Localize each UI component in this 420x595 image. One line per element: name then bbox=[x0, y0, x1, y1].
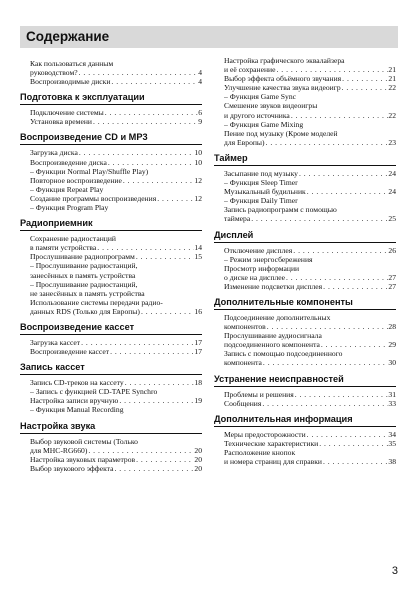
toc-entry-text: Воспроизведение диска bbox=[30, 157, 107, 167]
toc-entry-line: – Функция Daily Timer bbox=[224, 196, 298, 206]
toc-entries bbox=[214, 246, 396, 291]
toc-entry-line bbox=[224, 399, 396, 408]
toc-entries bbox=[20, 378, 202, 414]
toc-entry[interactable] bbox=[30, 387, 202, 396]
toc-entry-line: Запись радиопрограмм с помощью bbox=[224, 205, 337, 215]
dot-leader bbox=[322, 457, 388, 466]
toc-page-number: 22 bbox=[388, 83, 396, 93]
dot-leader bbox=[124, 378, 195, 387]
section-heading: Подготовка к эксплуатации bbox=[20, 92, 202, 105]
toc-page-number: 17 bbox=[194, 347, 202, 357]
toc-entry-line bbox=[30, 464, 202, 473]
toc-entry-line bbox=[224, 187, 396, 196]
section-heading: Радиоприемник bbox=[20, 218, 202, 231]
toc-entry[interactable] bbox=[224, 399, 396, 408]
toc-entry-text: подсоединенного компонента bbox=[224, 340, 320, 350]
toc-entry-text: Загрузка кассет bbox=[30, 337, 81, 347]
page-number: 3 bbox=[391, 565, 398, 577]
toc-page-number: 20 bbox=[194, 463, 202, 473]
toc-page-number: 23 bbox=[388, 137, 396, 147]
toc-page-number: 27 bbox=[388, 281, 396, 291]
dot-leader bbox=[78, 148, 195, 157]
toc-entry-line: Смешение звуков видеоигры bbox=[224, 101, 318, 111]
dot-leader bbox=[265, 138, 389, 147]
toc-entry-line bbox=[30, 108, 202, 117]
toc-entry[interactable] bbox=[30, 252, 202, 261]
toc-page-number: 31 bbox=[388, 389, 396, 399]
toc-entry-text: Музыкальный будильник bbox=[224, 187, 306, 197]
dot-leader bbox=[80, 338, 194, 347]
toc-entry[interactable] bbox=[30, 464, 202, 473]
toc-entry-line bbox=[224, 430, 396, 439]
toc-column-left bbox=[20, 56, 202, 479]
toc-entry-line: Запись с помощью подсоединенного bbox=[224, 349, 343, 359]
toc-entry[interactable] bbox=[224, 264, 396, 282]
dot-leader bbox=[107, 158, 195, 167]
toc-entry-text: Выбор эффекта объёмного звучания bbox=[224, 74, 342, 84]
dot-leader bbox=[156, 194, 194, 203]
toc-page-number: 35 bbox=[388, 438, 396, 448]
toc-entry[interactable] bbox=[30, 378, 202, 387]
toc-entry-line: Подсоединение дополнительных bbox=[224, 312, 331, 322]
toc-entry[interactable] bbox=[30, 59, 202, 77]
toc-section bbox=[214, 297, 396, 368]
dot-leader bbox=[262, 358, 389, 367]
toc-entry-line bbox=[224, 246, 396, 255]
toc-entries bbox=[20, 148, 202, 212]
toc-entry-line bbox=[30, 396, 202, 405]
toc-page-number: 24 bbox=[388, 168, 396, 178]
toc-entry-line: не занесённых в память устройства bbox=[30, 288, 145, 298]
dot-leader bbox=[109, 347, 194, 356]
toc-entry-text: Запись CD-треков на кассету bbox=[30, 378, 124, 388]
toc-entry-line bbox=[30, 148, 202, 157]
toc-entry[interactable] bbox=[30, 347, 202, 356]
toc-entry[interactable] bbox=[224, 92, 396, 101]
toc-entry-text: руководством? bbox=[30, 68, 78, 78]
toc-page-number: 10 bbox=[194, 157, 202, 167]
section-heading: Дополнительные компоненты bbox=[214, 297, 396, 310]
toc-section bbox=[214, 374, 396, 408]
dot-leader bbox=[320, 340, 389, 349]
toc-entry[interactable] bbox=[224, 448, 396, 466]
dot-leader bbox=[290, 111, 389, 120]
dot-leader bbox=[250, 214, 388, 223]
dot-leader bbox=[306, 187, 389, 196]
toc-entry-text: Сообщения bbox=[224, 398, 262, 408]
toc-entry-text: Отключение дисплея bbox=[224, 245, 293, 255]
toc-entry-text: Загрузка диска bbox=[30, 148, 78, 158]
dot-leader bbox=[294, 390, 389, 399]
toc-entry-text: Выбор звукового эффекта bbox=[30, 463, 114, 473]
toc-entry[interactable] bbox=[224, 246, 396, 255]
toc-entry-line: Настройка графического эквалайзера bbox=[224, 56, 345, 65]
toc-entry[interactable] bbox=[30, 77, 202, 86]
toc-section bbox=[214, 414, 396, 466]
dot-leader bbox=[96, 243, 194, 252]
page-title: Содержание bbox=[20, 26, 398, 48]
toc-page-number: 14 bbox=[194, 243, 202, 253]
toc-section bbox=[214, 56, 396, 147]
toc-entry-line bbox=[224, 273, 396, 282]
toc-entry[interactable] bbox=[30, 338, 202, 347]
toc-entry-text: Настройка звуковых параметров bbox=[30, 454, 136, 464]
toc-page-number: 20 bbox=[194, 445, 202, 455]
toc-entry[interactable] bbox=[30, 405, 202, 414]
toc-entry-line bbox=[224, 65, 396, 74]
toc-page-number: 26 bbox=[388, 245, 396, 255]
toc-entry-line bbox=[224, 111, 396, 120]
section-heading: Дисплей bbox=[214, 230, 396, 243]
toc-page-number: 16 bbox=[194, 306, 202, 316]
dot-leader bbox=[292, 246, 388, 255]
toc-entry-line: Прослушивание аудиосигнала bbox=[224, 331, 322, 341]
toc-page-number: 19 bbox=[194, 396, 202, 406]
toc-entry[interactable] bbox=[224, 390, 396, 399]
toc-section bbox=[20, 362, 202, 414]
toc-page-number: 28 bbox=[388, 322, 396, 332]
toc-entry[interactable] bbox=[224, 129, 396, 147]
toc-section bbox=[20, 322, 202, 356]
toc-entry-text: для MHC-RG660) bbox=[30, 445, 88, 455]
toc-page-number: 22 bbox=[388, 110, 396, 120]
dot-leader bbox=[275, 65, 388, 74]
toc-entry[interactable] bbox=[224, 169, 396, 178]
toc-entries bbox=[20, 59, 202, 86]
toc-page-number: 15 bbox=[194, 252, 202, 262]
toc-entry[interactable] bbox=[30, 437, 202, 455]
toc-entry-line bbox=[30, 307, 202, 316]
toc-entries bbox=[214, 430, 396, 466]
toc-entry-line: – Функция Program Play bbox=[30, 203, 109, 213]
toc-entries bbox=[214, 390, 396, 408]
toc-section bbox=[214, 153, 396, 224]
toc-entries bbox=[214, 313, 396, 368]
toc-entries bbox=[20, 437, 202, 473]
toc-entry[interactable] bbox=[224, 349, 396, 367]
toc-entry[interactable] bbox=[30, 298, 202, 316]
toc-entry-line: занесённых в память устройства bbox=[30, 270, 136, 280]
toc-entry-line: Пение под музыку (Кроме моделей bbox=[224, 128, 338, 138]
toc-entries bbox=[214, 169, 396, 224]
toc-entry-line: – Функции Normal Play/Shuffle Play) bbox=[30, 166, 149, 176]
toc-section bbox=[20, 218, 202, 316]
toc-entry-text: Изменение подсветки дисплея bbox=[224, 281, 323, 291]
toc-entry-text: данных RDS (Только для Европы) bbox=[30, 306, 140, 316]
section-heading: Устранение неисправностей bbox=[214, 374, 396, 387]
toc-entry-line: – Функция Manual Recording bbox=[30, 405, 124, 415]
dot-leader bbox=[135, 252, 195, 261]
toc-entry-text: компонента bbox=[224, 358, 262, 368]
toc-page-number: 33 bbox=[388, 398, 396, 408]
toc-entry-text: Создание программы воспроизведения bbox=[30, 193, 157, 203]
toc-entry[interactable] bbox=[224, 56, 396, 74]
toc-entry[interactable] bbox=[30, 176, 202, 185]
toc-section bbox=[20, 421, 202, 473]
dot-leader bbox=[78, 68, 199, 77]
toc-entry-line bbox=[30, 176, 202, 185]
toc-entries bbox=[20, 108, 202, 126]
toc-entry[interactable] bbox=[224, 83, 396, 92]
toc-entry[interactable] bbox=[30, 234, 202, 252]
dot-leader bbox=[122, 176, 195, 185]
toc-entry-line: Сохранение радиостанций bbox=[30, 234, 116, 244]
dot-leader bbox=[285, 273, 388, 282]
section-heading: Воспроизведение кассет bbox=[20, 322, 202, 335]
toc-entry[interactable] bbox=[224, 313, 396, 331]
toc-page-number: 12 bbox=[194, 193, 202, 203]
toc-entry[interactable] bbox=[224, 74, 396, 83]
toc-entry[interactable] bbox=[30, 158, 202, 167]
toc-entry-line bbox=[30, 338, 202, 347]
dot-leader bbox=[110, 77, 198, 86]
toc-entry[interactable] bbox=[224, 205, 396, 223]
toc-page-number: 9 bbox=[198, 117, 202, 127]
toc-page-number: 29 bbox=[388, 340, 396, 350]
toc-section bbox=[214, 230, 396, 291]
section-heading: Дополнительная информация bbox=[214, 414, 396, 427]
toc-entry[interactable] bbox=[30, 108, 202, 117]
toc-entry-text: и другого источника bbox=[224, 110, 290, 120]
toc-entry-line bbox=[224, 340, 396, 349]
toc-entry-line: – Функция Repeat Play bbox=[30, 184, 104, 194]
toc-entry-text: Воспроизводимые диски bbox=[30, 77, 111, 87]
toc-entry[interactable] bbox=[30, 203, 202, 212]
toc-page-number: 25 bbox=[388, 214, 396, 224]
toc-page-number: 34 bbox=[388, 429, 396, 439]
toc-entry-line: – Функция Sleep Timer bbox=[224, 178, 298, 188]
toc-entry[interactable] bbox=[224, 178, 396, 187]
toc-entry-line: Как пользоваться данным bbox=[30, 59, 114, 68]
toc-entry-line: – Режим энергосбережения bbox=[224, 254, 313, 264]
toc-section bbox=[20, 59, 202, 86]
dot-leader bbox=[113, 464, 194, 473]
toc-entry-text: для Европы) bbox=[224, 137, 265, 147]
toc-page-number: 30 bbox=[388, 358, 396, 368]
toc-entry-line: – Функция Game Sync bbox=[224, 92, 296, 102]
toc-entry-line bbox=[224, 282, 396, 291]
toc-entry[interactable] bbox=[30, 396, 202, 405]
toc-entry-text: о диске на дисплее bbox=[224, 272, 285, 282]
toc-entry[interactable] bbox=[224, 120, 396, 129]
toc-entry-text: Технические характеристики bbox=[224, 438, 319, 448]
toc-entry-line bbox=[224, 138, 396, 147]
toc-entries bbox=[20, 338, 202, 356]
toc-entry-line: – Прослушивание радиостанций, bbox=[30, 279, 138, 289]
toc-entry-text: компонентов bbox=[224, 322, 266, 332]
toc-entry-text: таймера bbox=[224, 214, 251, 224]
toc-entry-text: и номера страниц для справки bbox=[224, 457, 322, 466]
toc-page-number: 18 bbox=[194, 378, 202, 388]
toc-entry-line: Просмотр информации bbox=[224, 263, 300, 273]
toc-entry-text: и её сохранение bbox=[224, 65, 276, 75]
dot-leader bbox=[118, 396, 194, 405]
toc-entry-line bbox=[30, 252, 202, 261]
toc-entry-line: Использование системы передачи радио- bbox=[30, 297, 163, 307]
toc-entry-text: Повторное воспроизведение bbox=[30, 175, 122, 185]
toc-entry-line bbox=[30, 243, 202, 252]
toc-entry-text: Установка времени bbox=[30, 117, 92, 127]
toc-entry[interactable] bbox=[224, 255, 396, 264]
toc-entry-line bbox=[30, 68, 202, 77]
toc-column-right bbox=[214, 56, 396, 472]
toc-entry[interactable] bbox=[224, 187, 396, 196]
dot-leader bbox=[341, 83, 389, 92]
toc-entry[interactable] bbox=[30, 117, 202, 126]
toc-entry-line bbox=[224, 457, 396, 466]
toc-entry-text: Меры предосторожности bbox=[224, 429, 306, 439]
toc-page-number: 17 bbox=[194, 337, 202, 347]
toc-entry-line bbox=[30, 446, 202, 455]
toc-page-number: 38 bbox=[388, 457, 396, 466]
toc-entry-line bbox=[30, 455, 202, 464]
dot-leader bbox=[261, 399, 388, 408]
toc-entry-line bbox=[30, 378, 202, 387]
section-heading: Воспроизведение CD и MP3 bbox=[20, 132, 202, 145]
toc-entry-line bbox=[224, 169, 396, 178]
toc-entry-text: Засыпание под музыку bbox=[224, 168, 298, 178]
toc-section bbox=[20, 92, 202, 126]
toc-entry-line bbox=[30, 117, 202, 126]
toc-page-number: 20 bbox=[194, 454, 202, 464]
dot-leader bbox=[306, 430, 389, 439]
dot-leader bbox=[298, 169, 388, 178]
toc-entry-line: – Функция Game Mixing bbox=[224, 119, 304, 129]
toc-entry[interactable] bbox=[30, 261, 202, 297]
toc-entry-line bbox=[30, 77, 202, 86]
toc-entry[interactable] bbox=[224, 331, 396, 349]
toc-page-number: 6 bbox=[198, 108, 202, 118]
toc-entry-line bbox=[224, 74, 396, 83]
toc-entry-text: Настройка записи вручную bbox=[30, 396, 119, 406]
toc-entry-line: – Запись с функцией CD-TAPE Synchro bbox=[30, 387, 158, 397]
toc-entry-text: Проблемы и решения bbox=[224, 389, 294, 399]
toc-entry-text: в памяти устройства bbox=[30, 243, 97, 253]
toc-entry-text: Подключение системы bbox=[30, 108, 104, 118]
toc-entry-text: Воспроизведение кассет bbox=[30, 347, 110, 357]
toc-entries bbox=[20, 234, 202, 316]
toc-entry-line: Выбор звуковой системы (Только bbox=[30, 436, 138, 446]
toc-entry[interactable] bbox=[30, 194, 202, 203]
dot-leader bbox=[92, 117, 198, 126]
section-heading: Настройка звука bbox=[20, 421, 202, 434]
toc-page-number: 21 bbox=[388, 74, 396, 84]
dot-leader bbox=[87, 446, 194, 455]
toc-entry[interactable] bbox=[224, 430, 396, 439]
toc-page-number: 4 bbox=[198, 68, 202, 78]
dot-leader bbox=[318, 439, 388, 448]
toc-entry[interactable] bbox=[30, 167, 202, 176]
toc-entry-line: – Прослушивание радиостанций, bbox=[30, 261, 138, 271]
toc-page-number: 27 bbox=[388, 272, 396, 282]
toc-entry-line bbox=[30, 194, 202, 203]
toc-entry-line bbox=[224, 439, 396, 448]
toc-entry[interactable] bbox=[224, 196, 396, 205]
section-heading: Запись кассет bbox=[20, 362, 202, 375]
toc-entry-line bbox=[224, 358, 396, 367]
dot-leader bbox=[266, 322, 389, 331]
toc-entry[interactable] bbox=[30, 148, 202, 157]
toc-page-number: 12 bbox=[194, 175, 202, 185]
toc-entry[interactable] bbox=[30, 185, 202, 194]
dot-leader bbox=[104, 108, 198, 117]
dot-leader bbox=[341, 74, 388, 83]
toc-section bbox=[20, 132, 202, 212]
toc-entry-line: Расположение кнопок bbox=[224, 447, 296, 457]
toc-entry-line bbox=[224, 83, 396, 92]
toc-entry-line bbox=[224, 390, 396, 399]
dot-leader bbox=[322, 282, 388, 291]
toc-entry-line bbox=[30, 347, 202, 356]
toc-entry-line bbox=[224, 214, 396, 223]
toc-entry[interactable] bbox=[224, 282, 396, 291]
section-heading: Таймер bbox=[214, 153, 396, 166]
dot-leader bbox=[140, 307, 194, 316]
toc-entries bbox=[214, 56, 396, 147]
toc-entry-text: Улучшение качества звука видеоигр bbox=[224, 83, 341, 93]
toc-entry-line bbox=[30, 158, 202, 167]
toc-page-number: 21 bbox=[388, 65, 396, 75]
toc-entry-line bbox=[224, 322, 396, 331]
toc-page-number: 24 bbox=[388, 187, 396, 197]
toc-entry[interactable] bbox=[30, 455, 202, 464]
toc-entry[interactable] bbox=[224, 101, 396, 119]
dot-leader bbox=[135, 455, 194, 464]
toc-entry[interactable] bbox=[224, 439, 396, 448]
toc-entry-text: Прослушивание радиопрограмм bbox=[30, 252, 135, 262]
toc-page-number: 4 bbox=[198, 77, 202, 87]
toc-page-number: 10 bbox=[194, 148, 202, 158]
